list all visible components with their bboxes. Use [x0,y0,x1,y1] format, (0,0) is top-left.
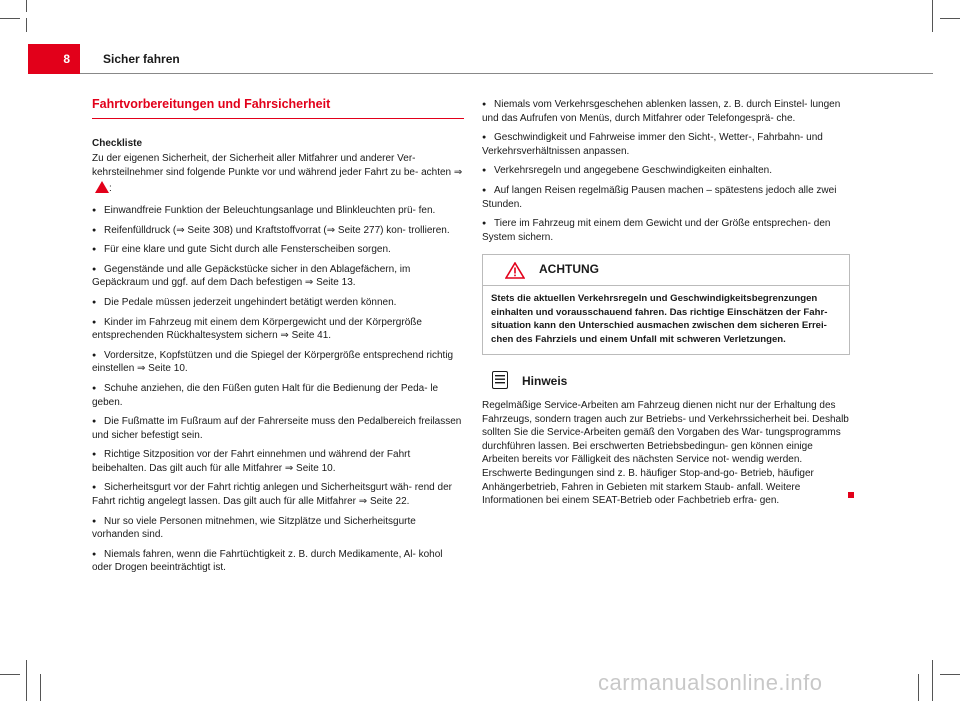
checklist-item-text: Einwandfreie Funktion der Beleuchtungsanlage und Blinkleuchten prü- fen. [104,204,436,216]
bullet-icon: ● [92,351,97,359]
checklist-item [92,548,464,575]
checklist-item-text: Gegenstände und alle Gepäckstücke sicher in den Ablagefächern, im Gepäckraum und ggf. auf dem Dach befestigen ⇒ Seite 13. [92,263,411,289]
bullet-icon: ● [92,451,97,459]
checklist-item-text: Vordersitze, Kopfstützen und die Spiegel der Körpergröße entsprechend richtig einstellen ⇒ Seite 10. [92,349,454,375]
checklist-item [482,131,850,158]
checklist-item-text: Nur so viele Personen mitnehmen, wie Sitzplätze und Sicherheitsgurte vorhanden sind. [92,515,416,541]
bullet-icon: ● [92,298,97,306]
checklist-item [92,243,464,257]
note-icon [492,371,508,389]
header-divider [80,73,933,74]
bullet-icon: ● [482,186,487,194]
bullet-icon: ● [482,101,487,108]
section-title: Fahrtvorbereitungen und Fahrsicherheit [92,98,464,119]
warning-icon [95,181,109,193]
bullet-icon: ● [92,517,97,525]
checklist-item-text: Schuhe anziehen, die den Füßen guten Halt für die Bedienung der Peda- le geben. [92,382,439,408]
checklist-item [482,164,850,178]
checklist-item-text: Verkehrsregeln und angegebene Geschwindigkeiten einhalten. [494,165,772,177]
crop-mark [932,0,933,32]
right-column [482,98,850,516]
watermark: carmanualsonline.info [598,670,823,695]
warning-title: ACHTUNG [539,262,599,277]
crop-mark [40,674,41,701]
checklist-item-text: Tiere im Fahrzeug mit einem dem Gewicht und der Größe entsprechen- den System sichern. [482,218,831,243]
bullet-icon: ● [92,206,97,214]
crop-mark [932,660,933,701]
intro-paragraph: Zu der eigenen Sicherheit, der Sicherheit aller Mitfahrer und anderer Ver- kehrsteilnehmer sind folgende Punkte vor und während jeder Fahrt zu be- achten ⇒: [92,153,463,195]
checklist-item [92,349,464,376]
warning-text: Stets die aktuellen Verkehrsregeln und Geschwindigkeitsbegrenzungen einhalten und vorausschauend fahren. Das richtige Einschätzen der Fahr- situation kann den Unterschied ausmachen zwischen dem sicheren Errei- chen des Fahrziels und einem Unfall mit schweren Verletzungen. [491,293,828,345]
checklist-item [92,224,464,238]
checklist-item [482,217,850,244]
crop-mark [0,674,20,675]
bullet-icon: ● [92,484,97,492]
warning-icon [505,262,525,279]
bullet-icon: ● [92,384,97,392]
warning-header [483,255,849,286]
checklist-heading: Checkliste [92,137,143,149]
crop-mark [0,18,20,19]
bullet-icon: ● [92,550,97,558]
checklist-item [92,448,464,475]
checklist-item [92,296,464,310]
bullet-icon: ● [482,220,487,228]
checklist-item-text: Niemals vom Verkehrsgeschehen ablenken lassen, z. B. durch Einstel- lungen und das Aufrufen von Menüs, durch Mitfahrer oder Telefongesprä- che. [482,99,841,124]
bullet-icon: ● [482,167,487,175]
bullet-icon: ● [92,318,97,326]
bullet-icon: ● [92,265,97,273]
bullet-icon: ● [92,226,97,234]
page-header [28,44,933,74]
crop-mark [940,18,960,19]
crop-mark [940,674,960,675]
checklist-item [92,204,464,218]
crop-mark [26,18,27,32]
checklist-item-text: Die Pedale müssen jederzeit ungehindert betätigt werden können. [104,296,397,308]
note-title: Hinweis [522,373,568,388]
checklist-item [92,415,464,442]
checklist [92,204,464,575]
checklist-item [92,515,464,542]
checklist-continued [482,98,850,244]
checklist-item-text: Kinder im Fahrzeug mit einem dem Körpergewicht und der Körpergröße entsprechenden Rückhaltesystem sichern ⇒ Seite 41. [92,316,422,342]
checklist-item-text: Niemals fahren, wenn die Fahrtüchtigkeit z. B. durch Medikamente, Al- kohol oder Drogen beeinträchtigt ist. [92,548,443,574]
checklist-item [482,98,850,125]
bullet-icon: ● [92,418,97,426]
checklist-item-text: Geschwindigkeit und Fahrweise immer den Sicht-, Wetter-, Fahrbahn- und Verkehrsverhältnissen anpassen. [482,132,823,157]
checklist-item-text: Die Fußmatte im Fußraum auf der Fahrerseite muss den Pedalbereich freilassen und sicher befestigt sein. [92,416,462,441]
checklist-item-text: Reifenfülldruck (⇒ Seite 308) und Kraftstoffvorrat (⇒ Seite 277) kon- trollieren. [104,224,450,236]
page-number: 8 [63,52,70,66]
checklist-item-text: Für eine klare und gute Sicht durch alle Fensterscheiben sorgen. [104,244,391,256]
section-end-marker [848,492,854,498]
checklist-item [92,263,464,290]
crop-mark [26,0,27,12]
checklist-item [92,316,464,343]
bullet-icon: ● [92,246,97,254]
checklist-item-text: Auf langen Reisen regelmäßig Pausen machen – spätestens jedoch alle zwei Stunden. [482,184,837,210]
checklist-item [92,382,464,409]
crop-mark [26,660,27,701]
checklist-item [482,184,850,211]
checklist-item-text: Sicherheitsgurt vor der Fahrt richtig anlegen und Sicherheitsgurt wäh- rend der Fahrt richtig angelegt lassen. Das gilt auch für alle Mitfahrer ⇒ Seite 22. [92,482,452,508]
chapter-title: Sicher fahren [103,52,180,66]
note-header [482,371,850,397]
checklist-item [92,481,464,508]
warning-box [482,254,850,355]
crop-mark [918,674,919,701]
bullet-icon: ● [482,134,487,142]
left-column [92,98,464,581]
note-text: Regelmäßige Service-Arbeiten am Fahrzeug dienen nicht nur der Erhaltung des Fahrzeugs, sondern tragen auch zur Betriebs- und Verkehrssicherheit bei. Deshalb sollten Sie die Service-Arbeiten gemäß den Vorgaben des War- tungsprogramms durchführen lassen. Bei erschwerten Betriebsbedingun- gen können einige Arbeiten bereits vor Fälligkeit des nächsten Service not- wendig werden. Erschwerte Bedingungen sind z. B. häufiger Stop-and-go- Betrieb, häufiger Anhängerbetrieb, Fahren in Gebieten mit starkem Staub- anfall. Weitere Informationen bei einem SEAT-Betrieb oder Fachbetrieb erfra- gen. [482,399,849,507]
checklist-item-text: Richtige Sitzposition vor der Fahrt einnehmen und während der Fahrt beibehalten. Das gilt auch für alle Mitfahrer ⇒ Seite 10. [92,449,411,474]
